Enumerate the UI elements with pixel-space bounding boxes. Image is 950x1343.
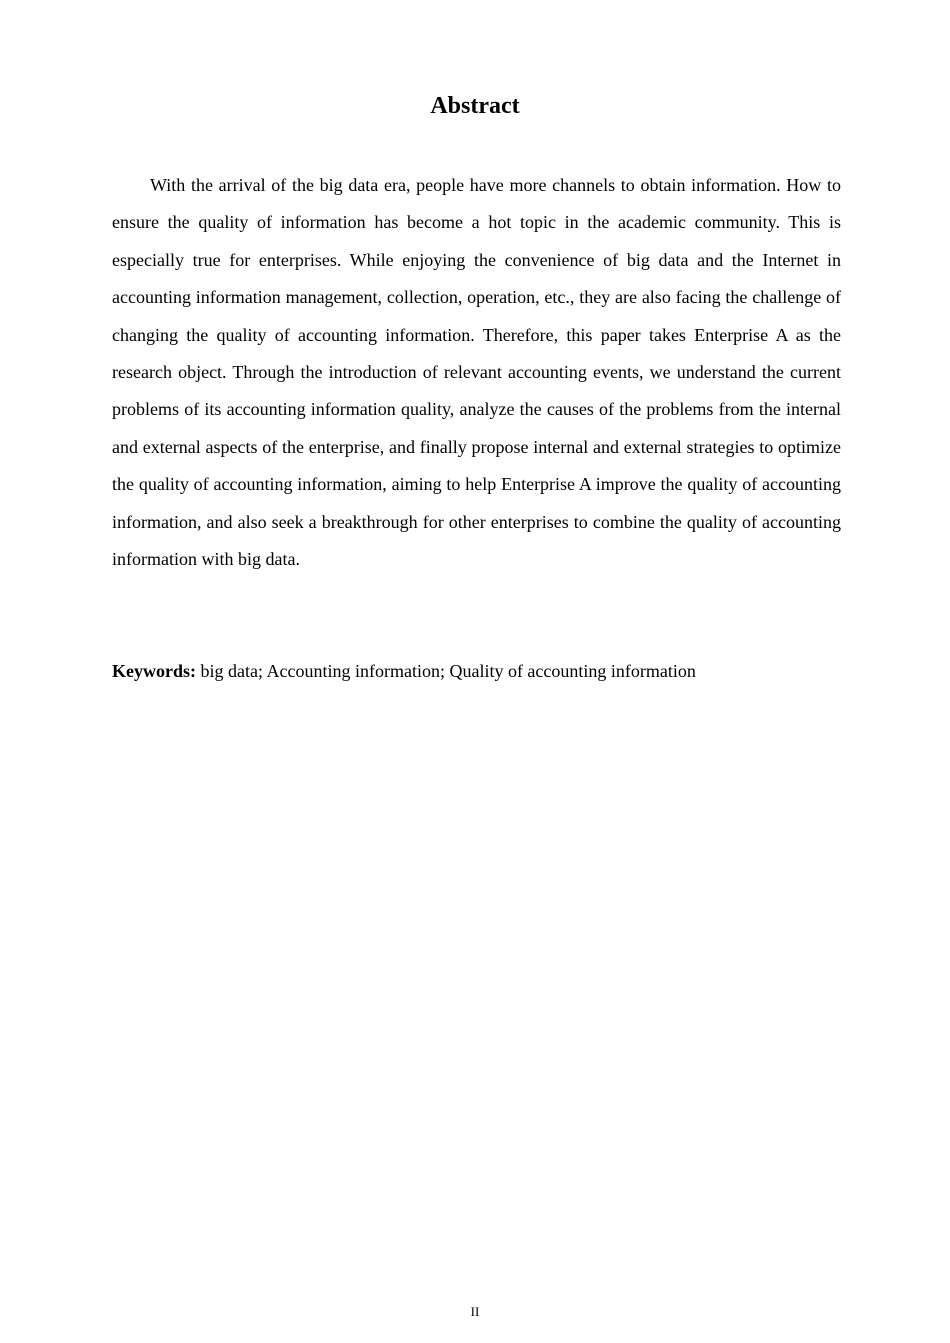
abstract-paragraph: With the arrival of the big data era, people have more channels to obtain information. How to ensure the quality of information has become a hot topic in the academic community. This is especially true for enterprises. While enjoying the convenience of big data and the Internet in accounting information management, collection, operation, etc., they are also facing the challenge of changing the quality of accounting information. Therefore, this paper takes Enterprise A as the research object. Through the introduction of relevant accounting events, we understand the current problems of its accounting information quality, analyze the causes of the problems from the internal and external aspects of the enterprise, and finally propose internal and external strategies to optimize the quality of accounting information, aiming to help Enterprise A improve the quality of accounting information, and also seek a breakthrough for other enterprises to combine the quality of accounting information with big data.	[112, 175, 841, 570]
page-number: II	[470, 1304, 480, 1319]
keywords-line	[112, 653, 841, 690]
keywords-text: big data; Accounting information; Quality of accounting information	[196, 661, 696, 681]
page-title: Abstract	[430, 93, 520, 119]
keywords-label: Keywords:	[112, 661, 196, 681]
